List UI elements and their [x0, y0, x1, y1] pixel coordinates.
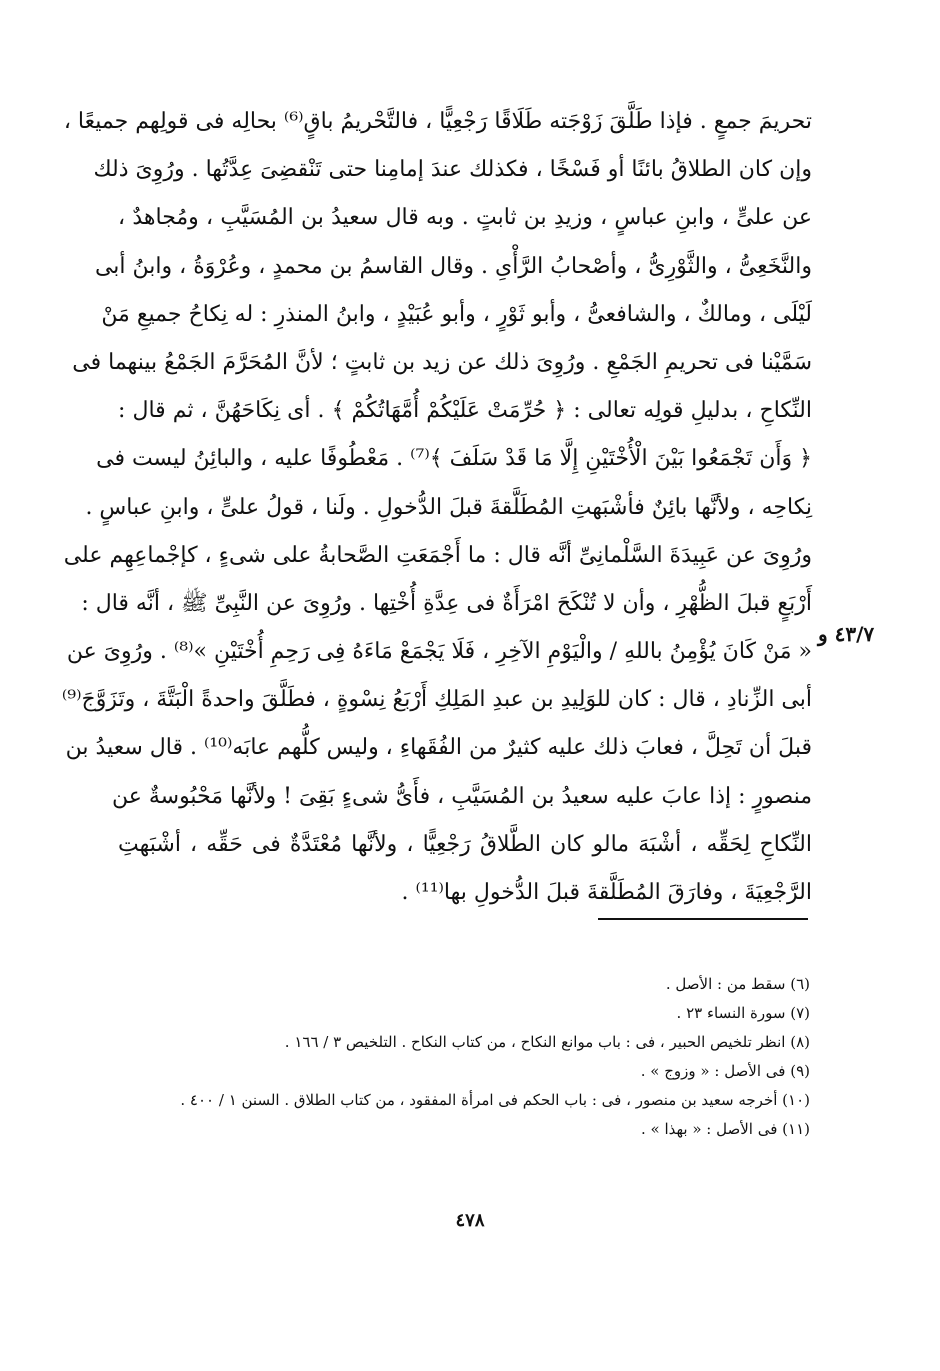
footnote: (٩) فى الأصل : « وزوج » . — [640, 1062, 810, 1080]
footnote: (٧) سورة النساء ٢٣ . — [676, 1004, 810, 1022]
footnote: (٨) انظر تلخيص الحبير ، فى : باب موانع النكاح ، من كتاب النكاح . التلخيص ٣ / ١٦٦ . — [284, 1033, 810, 1051]
text-line: النِّكاحِ لِحَقِّه ، أشْبَهَ مالو كان الطَّلاقُ رَجْعِيًّا ، ولأنَّها مُعْتَدَّةٌ فى حَقِّه ، أشْبَهتِ — [118, 831, 812, 857]
text-line: لَيْلَى ، ومالكٌ ، والشافعىُّ ، وأبو ثَوْرٍ ، وأبو عُبَيْدٍ ، وابنُ المنذرِ : له نِكاحُ جميعِ مَنْ — [101, 301, 812, 327]
text-line: قبلَ أن تَحِلَّ ، فعابَ ذلك عليه كثيرٌ من الفُقَهاءِ ، وليس كلُّهم عابَه⁽¹⁰⁾ . قال سعيدُ بن — [65, 735, 812, 761]
text-line: « مَنْ كَانَ يُؤْمِنُ باللهِ / والْيَوْمِ الآخِرِ ، فَلَا يَجْمَعْ مَاءَهُ فِى رَحِمِ أُخْتَيْنِ »⁽⁸⁾ . ورُوِىَ عن — [66, 639, 812, 665]
footnote-separator — [598, 918, 808, 920]
footnote: (١٠) أخرجه سعيد بن منصور ، فى : باب الحكم فى امرأة المفقود ، من كتاب الطلاق . السنن ١ / ٤٠٠ . — [180, 1091, 810, 1109]
footnote: (١١) فى الأصل : « بهذا » . — [640, 1120, 810, 1138]
text-line: الرَّجْعِيَةَ ، وفارَقَ المُطَلَّقةَ قبلَ الدُّخولِ بها⁽¹¹⁾ . — [401, 880, 812, 905]
text-line: منصورٍ : إذا عابَ عليه سعيدُ بن المُسَيَّبِ ، فأَىُّ شىءٍ بَقِىَ ! ولأنَّها مَحْبُوسةٌ عن — [111, 783, 812, 809]
text-line: وإن كان الطلاقُ بائنًا أو فَسْخًا ، فكذلك عندَ إمامِنا حتى تَنْقضِىَ عِدَّتُها . ورُوِىَ ذلك — [93, 157, 812, 183]
footnotes-block — [118, 970, 810, 1144]
text-line: ﴿ وَأَن تَجْمَعُوا بَيْنَ الْأُخْتَيْنِ إِلَّا مَا قَدْ سَلَفَ ﴾⁽⁷⁾ . مَعْطُوفًا عليه ، والبائِنُ ليست فى — [96, 446, 812, 472]
text-line: عن علىٍّ ، وابنِ عباسٍ ، وزيدِ بن ثابتٍ . وبه قال سعيدُ بن المُسَيَّبِ ، ومُجاهدٌ ، — [118, 205, 812, 231]
text-line: سَمَّيْنا فى تحريمِ الجَمْعِ . ورُوِىَ ذلك عن زيد بن ثابتٍ ؛ لأنَّ المُحَرَّمَ الجَمْعُ بينهما فى — [72, 349, 812, 375]
text-line: أبى الزِّنادِ ، قال : كان للوَلِيدِ بن عبدِ المَلِكِ أَرْبَعُ نِسْوةٍ ، فطَلَّقَ واحدةً الْبَتَّةَ ، وتَزَوَّجَ⁽⁹⁾ — [61, 687, 812, 713]
footnote: (٦) سقط من : الأصل . — [665, 975, 810, 993]
text-line: ورُوِىَ عن عَبِيدَةَ السَّلْمانِىِّ أنَّه قال : ما أَجْمَعَتِ الصَّحابةُ على شىءٍ ، كإجْماعِهِم على — [63, 542, 812, 568]
manuscript-folio-marker: ٤٣/٧ و — [818, 622, 875, 646]
text-line: والنَّخَعِىُّ ، والثَّوْرِىُّ ، وأصْحابُ الرَّأْىِ . وقال القاسمُ بن محمدٍ ، وعُرْوَةُ ، وابنُ أبى — [94, 253, 812, 279]
text-line: أَرْبَعٍ قبلَ الظُّهْرِ ، وأن لا تُنْكَحَ امْرَأَةٌ فى عِدَّةِ أُخْتِها . ورُوِىَ عن النَّبِىِّ ﷺ ، أنَّه قال : — [81, 590, 812, 616]
page-number: ٤٧٨ — [455, 1210, 485, 1231]
text-line: تحريمَ جمعٍ . فإذا طَلَّقَ زَوْجَته طَلَاقًا رَجْعِيًّا ، فالتَّحْريمُ باقٍ⁽⁶⁾ بحالِه فى قولِهم جميعًا ، — [63, 109, 812, 134]
main-text-block — [61, 98, 812, 917]
text-line: نِكاحِه ، ولأنَّها بائِنٌ فأشْبَهتِ المُطَلَّقةَ قبلَ الدُّخولِ . ولَنا ، قولُ علىٍّ ، وابنِ عباسٍ . — [85, 494, 812, 520]
text-line: النِّكاحِ ، بدليلِ قولِه تعالى : ﴿ حُرِّمَتْ عَلَيْكُمْ أُمَّهَاتُكُمْ ﴾ . أى نِكَاحَهُنَّ ، ثم قال : — [118, 398, 812, 424]
